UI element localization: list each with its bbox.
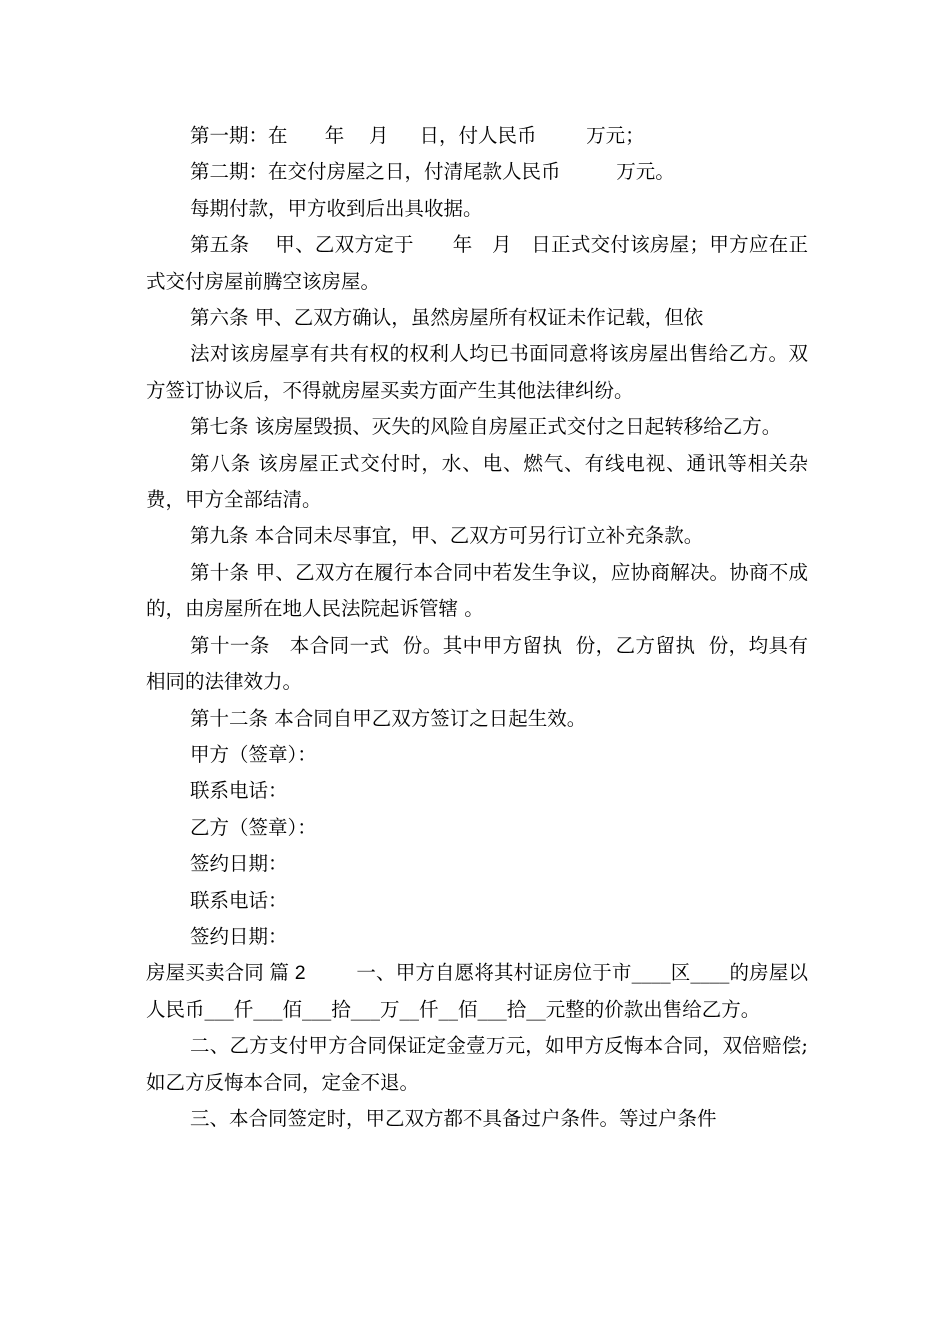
paragraph-installment-2: 第二期：在交付房屋之日，付清尾款人民币 万元。 (190, 160, 675, 184)
paragraph-article-6-cont: 法对该房屋享有共有权的权利人均已书面同意将该房屋出售给乙方。双方签订协议后，不得就房屋买卖方面产生其他法律纠纷。 (146, 342, 808, 402)
section-2-clause-3: 三、本合同签定时，甲乙双方都不具备过户条件。等过户条件 (190, 1106, 717, 1130)
paragraph-receipt: 每期付款，甲方收到后出具收据。 (190, 196, 483, 220)
section-2-clause-2: 二、乙方支付甲方合同保证定金壹万元，如甲方反悔本合同，双倍赔偿;如乙方反悔本合同，定金不退。 (146, 1034, 808, 1094)
contact-phone-a: 联系电话： (190, 779, 288, 803)
paragraph-article-11: 第十一条 本合同一式 份。其中甲方留执 份，乙方留执 份，均具有相同的法律效力。 (146, 633, 808, 694)
paragraph-installment-1: 第一期：在 年 月 日，付人民币 万元； (190, 124, 645, 147)
signing-date-b: 签约日期： (190, 924, 288, 948)
contact-phone-b: 联系电话： (190, 888, 288, 912)
paragraph-article-6-line1: 第六条 甲、乙双方确认，虽然房屋所有权证未作记载，但依 (190, 306, 704, 330)
paragraph-article-7: 第七条 该房屋毁损、灭失的风险自房屋正式交付之日起转移给乙方。 (190, 415, 782, 439)
section-2-clause-1: 一、甲方自愿将其村证房位于市____区____的房屋以人民币___仟___佰___拾___万__仟__佰___拾__元整的价款出售给乙方。 (146, 961, 808, 1021)
document-page (146, 118, 808, 1137)
section-2-heading: 房屋买卖合同 篇 2 (146, 962, 306, 985)
paragraph-article-8: 第八条 该房屋正式交付时，水、电、燃气、有线电视、通讯等相关杂费，甲方全部结清。 (146, 451, 808, 512)
paragraph-article-12: 第十二条 本合同自甲乙双方签订之日起生效。 (190, 706, 587, 730)
signature-party-b: 乙方（签章）： (190, 815, 317, 839)
signature-party-a: 甲方（签章）： (190, 742, 317, 766)
paragraph-article-5: 第五条 甲、乙双方定于 年 月 日正式交付该房屋；甲方应在正式交付房屋前腾空该房屋。 (146, 233, 808, 293)
paragraph-article-10: 第十条 甲、乙双方在履行本合同中若发生争议，应协商解决。协商不成的，由房屋所在地人民法院起诉管辖 。 (146, 560, 808, 621)
paragraph-article-9: 第九条 本合同未尽事宜，甲、乙双方可另行订立补充条款。 (190, 524, 704, 548)
signing-date-a: 签约日期： (190, 852, 288, 876)
section-2-first-paragraph (146, 955, 808, 1028)
